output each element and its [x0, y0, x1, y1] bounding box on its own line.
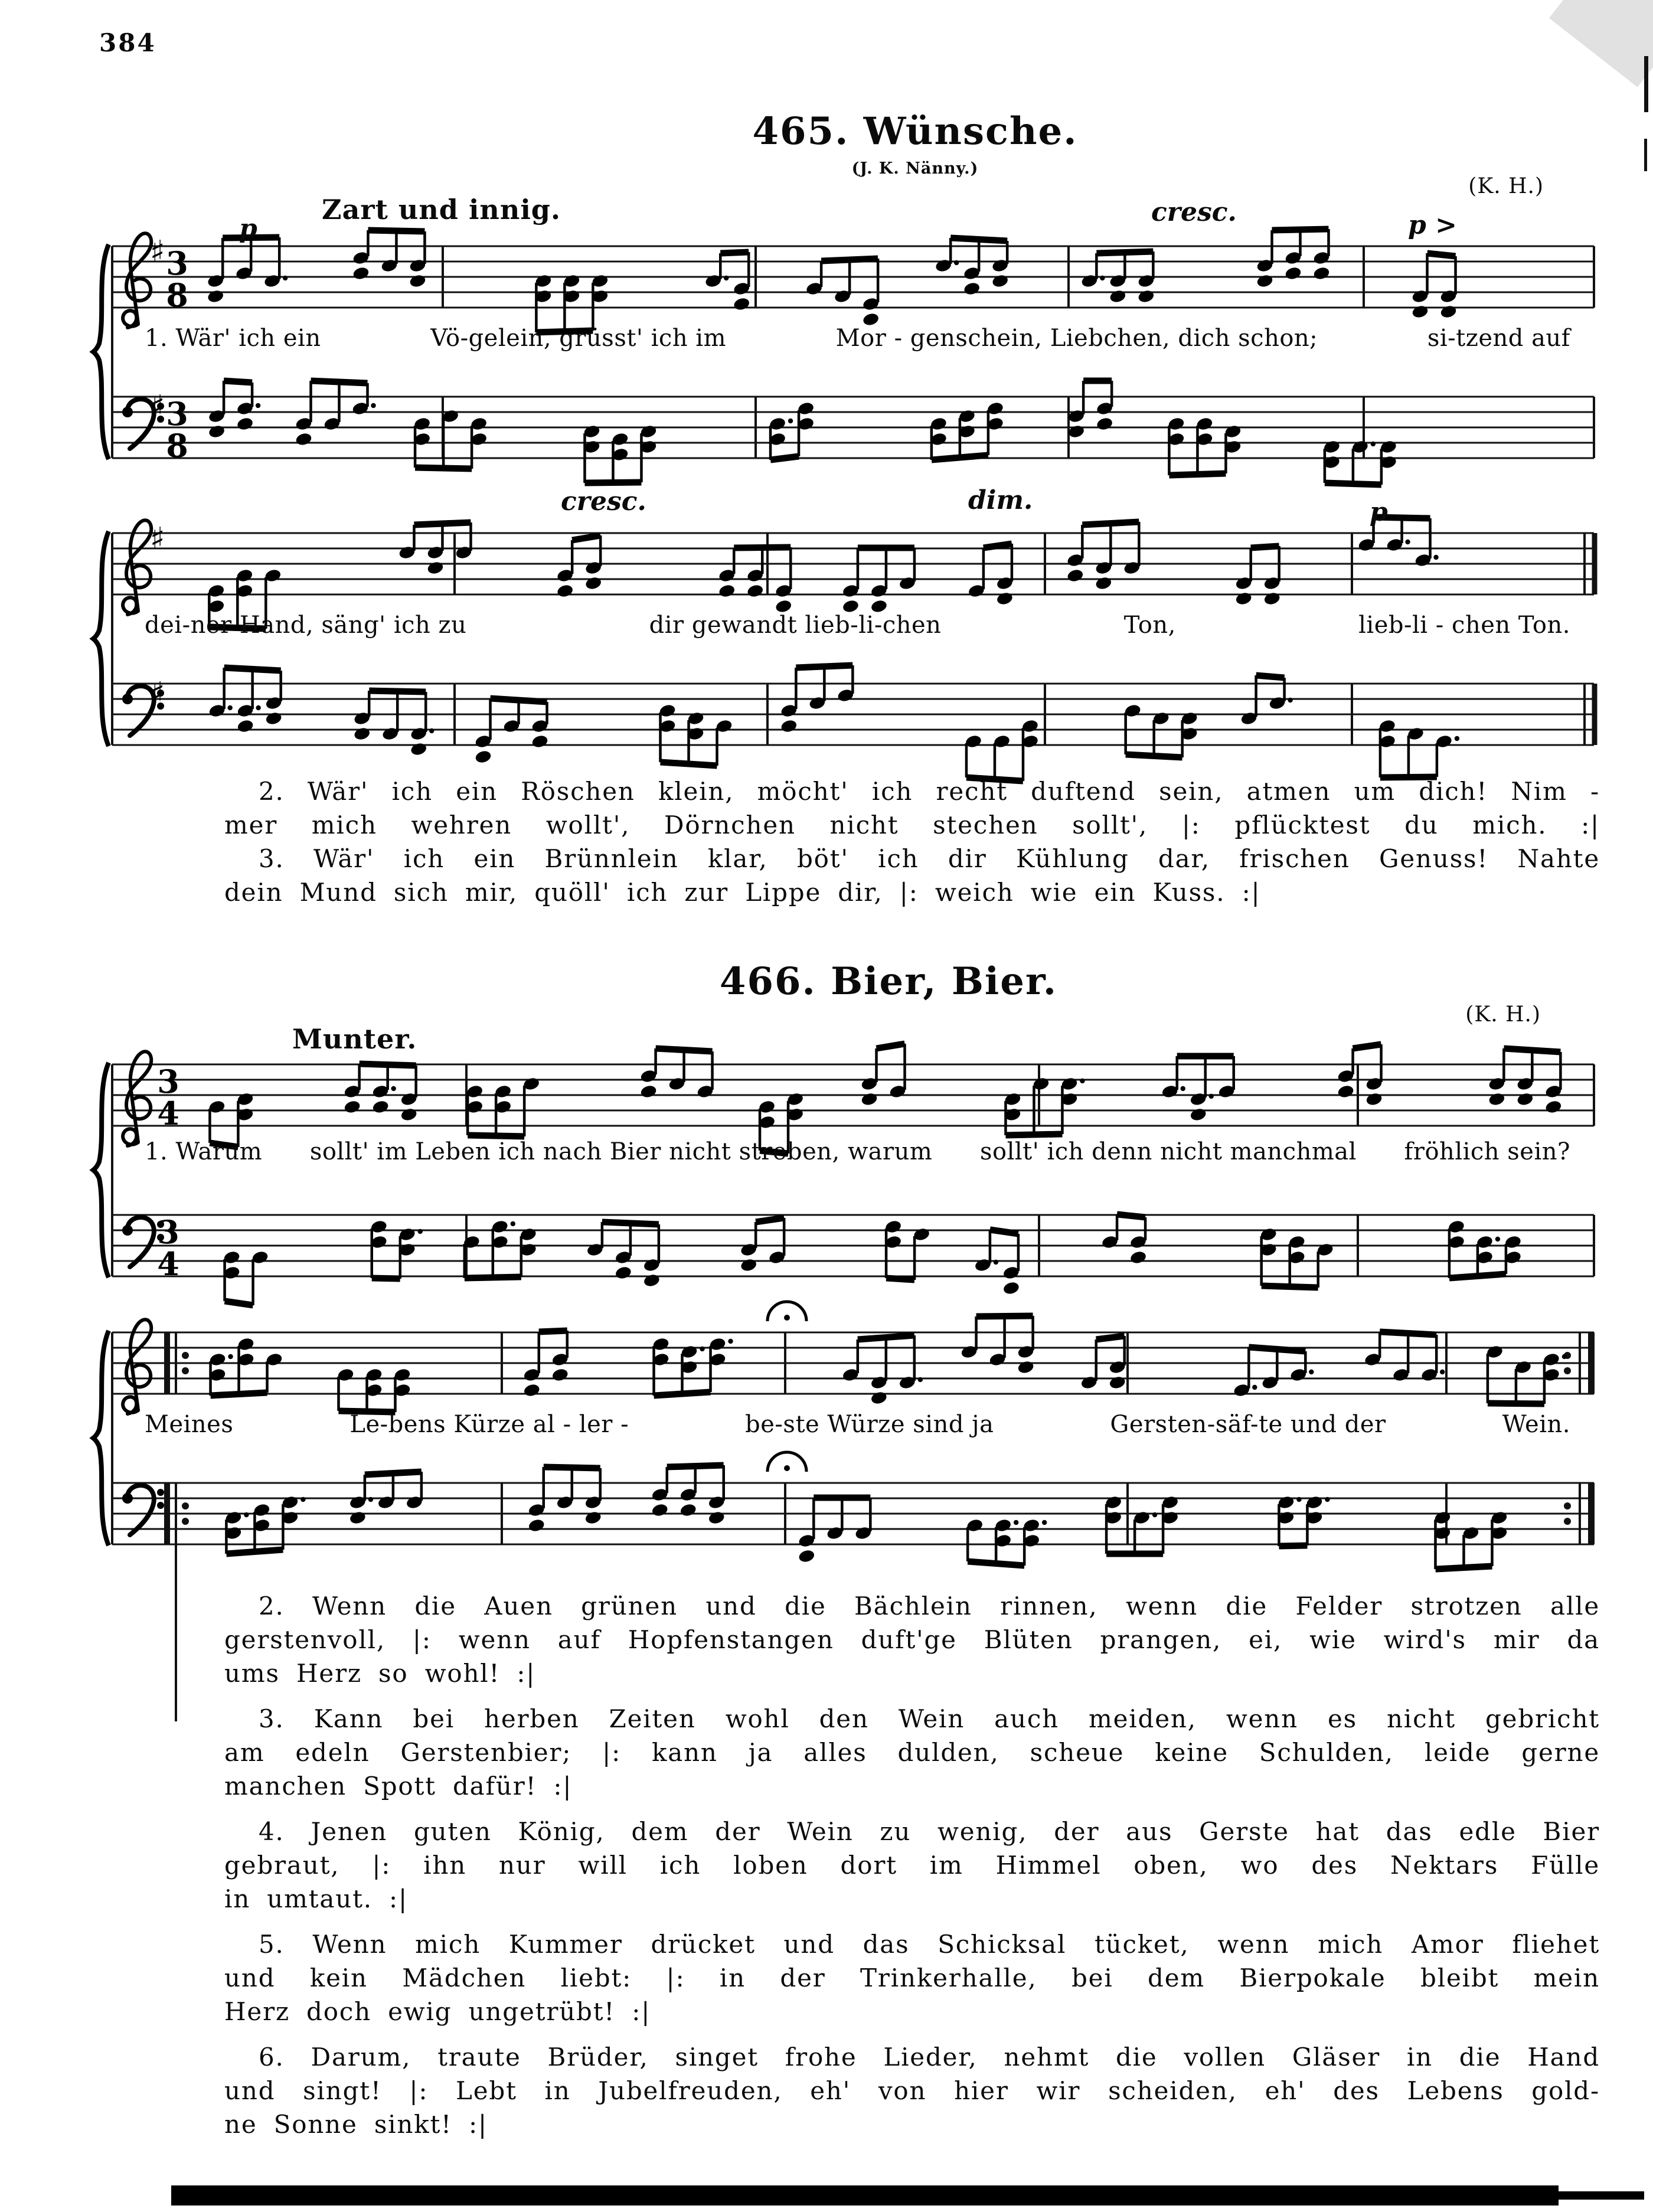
sharp-icon: ♯ [150, 521, 165, 557]
lyric-segment: dei-ner Hand, säng' ich zu [145, 612, 467, 639]
lyric-segment: si-tzend auf [1427, 325, 1570, 352]
verse-line: 3. Wär' ich ein Brünnlein klar, böt' ich dir Kühlung dar, frischen Genuss! Nahte [259, 844, 1600, 873]
notes-layer [207, 229, 1458, 332]
lyric-segment: Ton, [1123, 612, 1176, 639]
time-signature-bottom: 4 [157, 1245, 179, 1283]
verse-line: in umtaut. :| [224, 1884, 408, 1913]
time-signature-bottom: 8 [166, 427, 188, 465]
notes-layer [224, 1465, 1508, 1569]
bass-clef-icon [122, 1485, 164, 1535]
song-subtitle: (J. K. Nänny.) [851, 159, 979, 178]
lyric-segment: Vö-gelein, grüsst' ich im [430, 325, 727, 352]
dynamic-marking: dim. [968, 485, 1033, 515]
lyrics-line [145, 1138, 1570, 1165]
scan-bottom-bar-artifact [1559, 2191, 1644, 2200]
scan-bottom-bar-artifact [171, 2185, 1559, 2206]
song-attribution: (K. H.) [1468, 174, 1544, 198]
notes-layer [208, 1044, 1562, 1154]
sharp-icon: ♯ [150, 234, 165, 270]
music-system [89, 1038, 1600, 1292]
brace-icon [93, 531, 109, 746]
verse-line: mer mich wehren wollt', Dörnchen nicht stechen sollt', |: pflücktest du mich. :| [224, 811, 1600, 839]
time-signature-bottom: 8 [166, 276, 188, 314]
lyrics-line [145, 325, 1570, 352]
verse-block [224, 1589, 1600, 2141]
time-signature-top: 3 [166, 395, 188, 433]
barlines [112, 533, 1585, 745]
verse-line: 4. Jenen guten König, dem der Wein zu wenig, der aus Gerste hat das edle Bier [259, 1817, 1600, 1846]
lyric-segment: sollt' ich denn nicht manchmal [979, 1138, 1357, 1165]
song-title: 465. Wünsche. [752, 109, 1078, 153]
staff-lines [112, 1215, 1594, 1276]
song-attribution: (K. H.) [1465, 1002, 1541, 1027]
verse-line: 2. Wär' ich ein Röschen klein, möcht' ich recht duftend sein, atmen um dich! Nim - [259, 777, 1600, 806]
song-title: 466. Bier, Bier. [719, 959, 1058, 1004]
start-repeat-sign [164, 1332, 189, 1721]
verse-line: und singt! |: Lebt in Jubelfreuden, eh' von hier wir scheiden, eh' des Lebens gold- [224, 2076, 1600, 2105]
notes-layer [208, 665, 1460, 781]
dynamic-marking: p > [1408, 210, 1457, 240]
song-header-465 [177, 109, 1653, 178]
verse-line: ums Herz so wohl! :| [224, 1659, 536, 1688]
lyric-segment: dir gewandt lieb-li-chen [649, 612, 942, 639]
treble-clef-icon [123, 233, 151, 328]
treble-clef-icon [123, 1051, 151, 1146]
lyric-segment: 1. Warum [145, 1138, 263, 1165]
dynamic-marking: cresc. [561, 486, 646, 517]
verse-line: Herz doch ewig ungetrübt! :| [224, 1997, 651, 2026]
verse-line: am edeln Gerstenbier; |: kann ja alles dulden, scheue keine Schulden, leide gerne [224, 1738, 1600, 1767]
verse-block [224, 775, 1600, 909]
dynamic-marking: cresc. [1151, 197, 1237, 227]
verse-line: gerstenvoll, |: wenn auf Hopfenstangen duft'ge Blüten prangen, ei, wie wird's mir da [224, 1625, 1600, 1654]
brace-icon [93, 1331, 109, 1546]
scan-edge-mark [1644, 56, 1648, 112]
lyric-segment: Gersten-säf-te und der [1110, 1411, 1386, 1438]
staff-lines [112, 246, 1594, 308]
time-signature-bottom: 4 [157, 1094, 179, 1132]
verse-line: und kein Mädchen liebt: |: in der Trinkerhalle, bei dem Bierpokale bleibt mein [224, 1963, 1600, 1992]
treble-clef-icon [123, 1319, 151, 1414]
verse-line: gebraut, |: ihn nur will ich loben dort im Himmel oben, wo des Nektars Fülle [224, 1851, 1600, 1880]
time-signature-top: 3 [157, 1063, 179, 1100]
verse-line: 3. Kann bei herben Zeiten wohl den Wein auch meiden, wenn es nicht gebricht [259, 1704, 1600, 1733]
dynamic-marking: p [1370, 497, 1388, 527]
lyric-segment: Le-bens Kürze al - ler - [349, 1411, 629, 1438]
time-signature-top: 3 [166, 244, 188, 282]
tempo-marking: Zart und innig. [322, 194, 561, 226]
sharp-icon: ♯ [150, 388, 165, 424]
verse-line: 2. Wenn die Auen grünen und die Bächlein rinnen, wenn die Felder strotzen alle [259, 1592, 1600, 1620]
lyrics-line [145, 612, 1570, 639]
tempo-marking: Munter. [292, 1023, 417, 1055]
lyric-segment: 1. Wär' ich ein [145, 325, 321, 352]
page-number: 384 [99, 28, 156, 57]
song-header-466 [177, 959, 1600, 1004]
verse-line: 5. Wenn mich Kummer drücket und das Schicksal tücket, wenn mich Amor fliehet [259, 1930, 1600, 1959]
lyrics-line [145, 1411, 1570, 1438]
barlines [112, 1332, 1446, 1544]
dynamic-marking: p [239, 214, 257, 244]
lyric-segment: Wein. [1502, 1411, 1570, 1438]
verse-line: ne Sonne sinkt! :| [224, 2110, 488, 2139]
time-signature-top: 3 [157, 1213, 179, 1251]
lyric-segment: sollt' im Leben ich nach Bier nicht streben, warum [309, 1138, 933, 1165]
music-system [89, 1306, 1600, 1560]
fermata-icon [767, 1302, 806, 1472]
lyric-segment: be-ste Würze sind ja [745, 1411, 994, 1438]
notes-layer [223, 1214, 1522, 1305]
lyric-segment: Meines [145, 1411, 234, 1438]
music-system [89, 485, 1600, 760]
brace-icon [93, 1063, 109, 1277]
lyric-segment: lieb-li - chen Ton. [1358, 612, 1570, 639]
staff-lines [112, 1483, 1594, 1544]
verse-line: 6. Darum, traute Brüder, singet frohe Lieder, nehmt die vollen Gläser in die Hand [259, 2043, 1600, 2071]
end-repeat-sign [1564, 1332, 1595, 1544]
lyric-segment: Mor - genschein, Liebchen, dich schon; [835, 325, 1318, 352]
sharp-icon: ♯ [150, 675, 165, 711]
brace-icon [93, 244, 109, 459]
verse-line: manchen Spott dafür! :| [224, 1772, 573, 1801]
scan-smudge-artifact [1549, 0, 1653, 87]
treble-clef-icon [123, 520, 151, 615]
lyric-segment: fröhlich sein? [1404, 1138, 1570, 1165]
verse-line: dein Mund sich mir, quöll' ich zur Lippe dir, |: weich wie ein Kuss. :| [224, 878, 1261, 907]
